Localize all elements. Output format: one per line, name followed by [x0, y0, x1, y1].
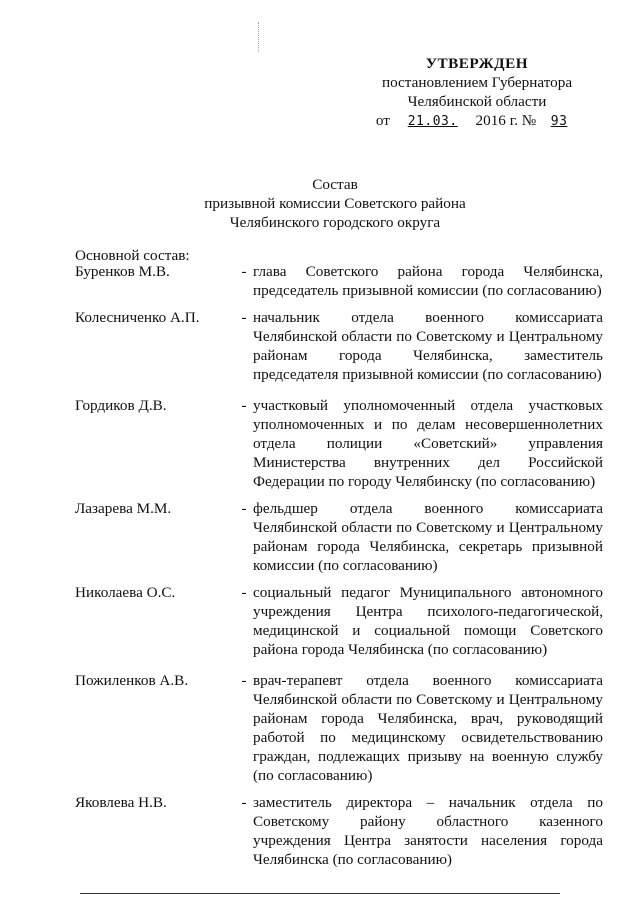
title-line-1: Состав	[312, 176, 358, 193]
title-line-3: Челябинского городского округа	[229, 214, 441, 231]
document-title	[150, 175, 520, 232]
handwritten-number: 93	[550, 114, 568, 129]
member-description: глава Советского района города Челябинска, председатель призывной комиссии (по согласованию)	[253, 263, 603, 299]
member-dash: -	[241, 672, 247, 689]
member-dash: -	[241, 397, 247, 414]
member-name: Колесниченко А.П.	[75, 309, 200, 326]
section-label: Основной состав:	[75, 247, 190, 264]
member-row	[75, 262, 605, 300]
member-dash: -	[241, 794, 247, 811]
member-description: заместитель директора – начальник отдела по Советскому району областного казенного учреждения Центра занятости населения города Челябинска (по согласованию)	[253, 794, 603, 868]
handwritten-date: 21.03.	[407, 114, 458, 129]
member-row	[75, 793, 605, 869]
member-dash: -	[241, 584, 247, 601]
member-name: Николаева О.С.	[75, 584, 176, 601]
member-dash: -	[241, 309, 247, 326]
member-name: Лазарева М.М.	[75, 500, 172, 517]
member-description: участковый уполномоченный отдела участковых уполномоченных и по делам несовершеннолетних отдела полиции «Советский» управления Министерства внутренних дел Российской Федерации по городу Челябинску (по согласованию)	[253, 397, 603, 490]
members-list	[75, 262, 605, 869]
member-row	[75, 583, 605, 659]
member-name: Гордиков Д.В.	[75, 397, 167, 414]
scan-artifact	[258, 22, 260, 52]
approval-heading: УТВЕРЖДЕН	[425, 55, 529, 72]
approval-line-region: Челябинской области	[407, 93, 547, 110]
member-row	[75, 396, 605, 491]
year-number-label: 2016 г. №	[475, 112, 537, 129]
approval-line-decree: постановлением Губернатора	[381, 74, 573, 91]
title-line-2: призывной комиссии Советского района	[204, 195, 466, 212]
date-prefix: от	[375, 112, 390, 129]
approval-date-line	[362, 111, 592, 131]
approval-block	[362, 54, 592, 131]
member-name: Буренков М.В.	[75, 263, 170, 280]
member-description: начальник отдела военного комиссариата Челябинской области по Советскому и Центральному районам города Челябинска, заместитель председателя призывной комиссии (по согласованию)	[253, 309, 603, 383]
member-row	[75, 671, 605, 785]
member-row	[75, 308, 605, 384]
member-dash: -	[241, 263, 247, 280]
member-description: социальный педагог Муниципального автономного учреждения Центра психолого-педагогической, медицинской и социальной помощи Советского района города Челябинска (по согласованию)	[253, 584, 603, 658]
member-name: Пожиленков А.В.	[75, 672, 189, 689]
member-description: фельдшер отдела военного комиссариата Челябинской области по Советскому и Центральному районам города Челябинска, секретарь призывной комиссии (по согласованию)	[253, 500, 603, 574]
member-description: врач-терапевт отдела военного комиссариата Челябинской области по Советскому и Центральному районам города Челябинска, врач, руководящий работой по медицинскому освидетельствованию граждан, подлежащих призыву на военную службу (по согласованию)	[253, 672, 603, 784]
member-row	[75, 499, 605, 575]
member-dash: -	[241, 500, 247, 517]
member-name: Яковлева Н.В.	[75, 794, 167, 811]
page-bottom-rule	[80, 893, 560, 894]
